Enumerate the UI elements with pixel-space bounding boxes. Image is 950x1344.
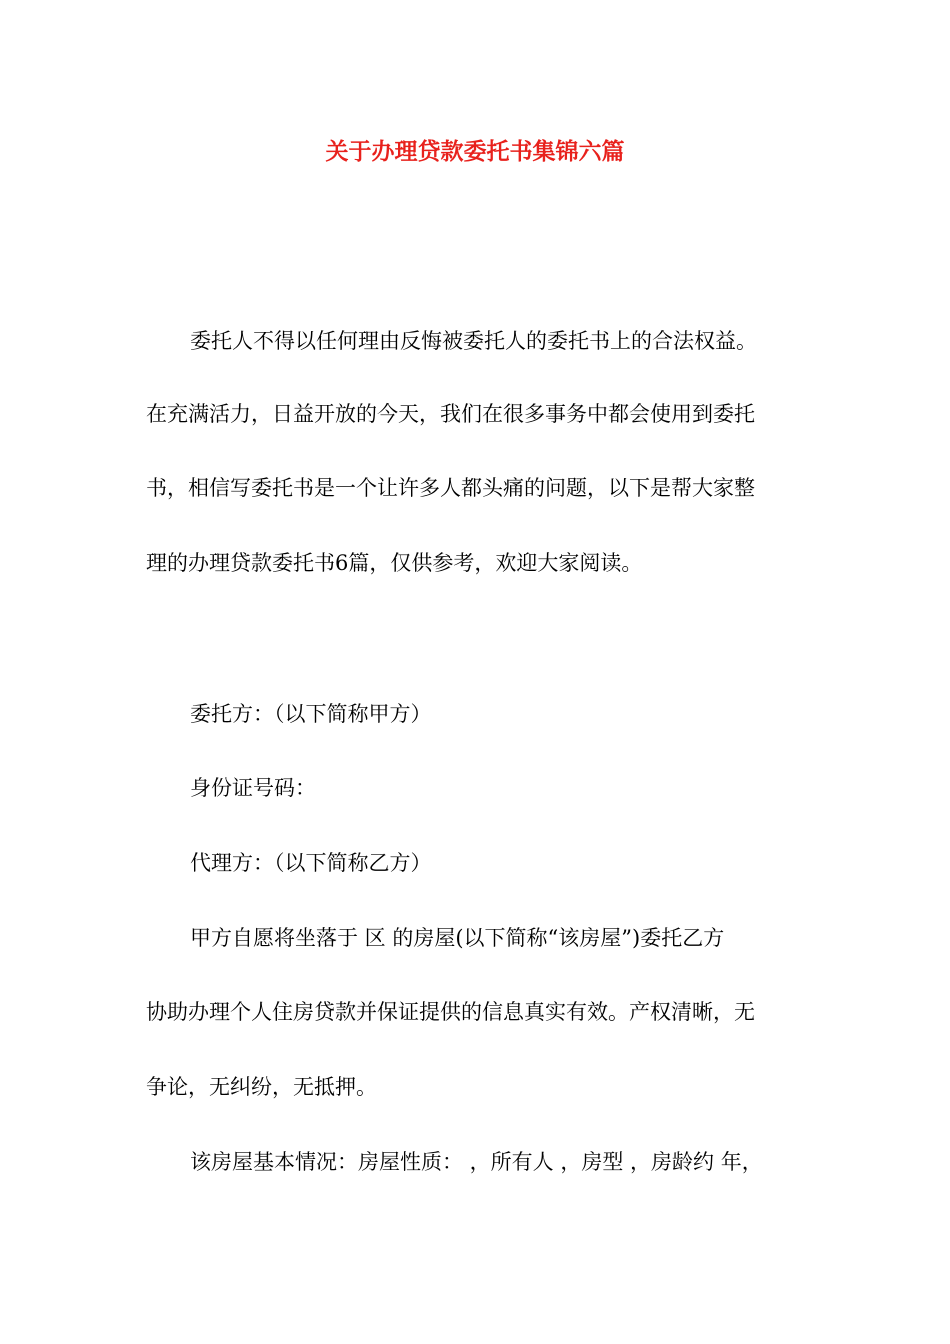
paragraph-line: 甲方自愿将坐落于 区 的房屋(以下简称“该房屋”)委托乙方 [190, 926, 725, 950]
paragraph-line: 委托方：（以下简称甲方） [190, 702, 432, 726]
paragraph-line: 在充满活力，日益开放的今天，我们在很多事务中都会使用到委托 [146, 402, 755, 426]
paragraph-line: 代理方：（以下简称乙方） [190, 851, 432, 875]
paragraph-line: 协助办理个人住房贷款并保证提供的信息真实有效。产权清晰，无 [146, 1000, 755, 1024]
paragraph-line: 争论，无纠纷，无抵押。 [146, 1075, 377, 1099]
paragraph-line: 该房屋基本情况：房屋性质： ，所有人 ，房型 ，房龄约 年， [190, 1150, 763, 1174]
paragraph-line: 身份证号码： [190, 776, 316, 800]
paragraph-line: 书，相信写委托书是一个让许多人都头痛的问题，以下是帮大家整 [146, 476, 755, 500]
paragraph-line: 理的办理贷款委托书6篇，仅供参考，欢迎大家阅读。 [146, 551, 643, 575]
paragraph-line: 委托人不得以任何理由反悔被委托人的委托书上的合法权益。 [190, 329, 757, 353]
document-title: 关于办理贷款委托书集锦六篇 [325, 138, 625, 165]
